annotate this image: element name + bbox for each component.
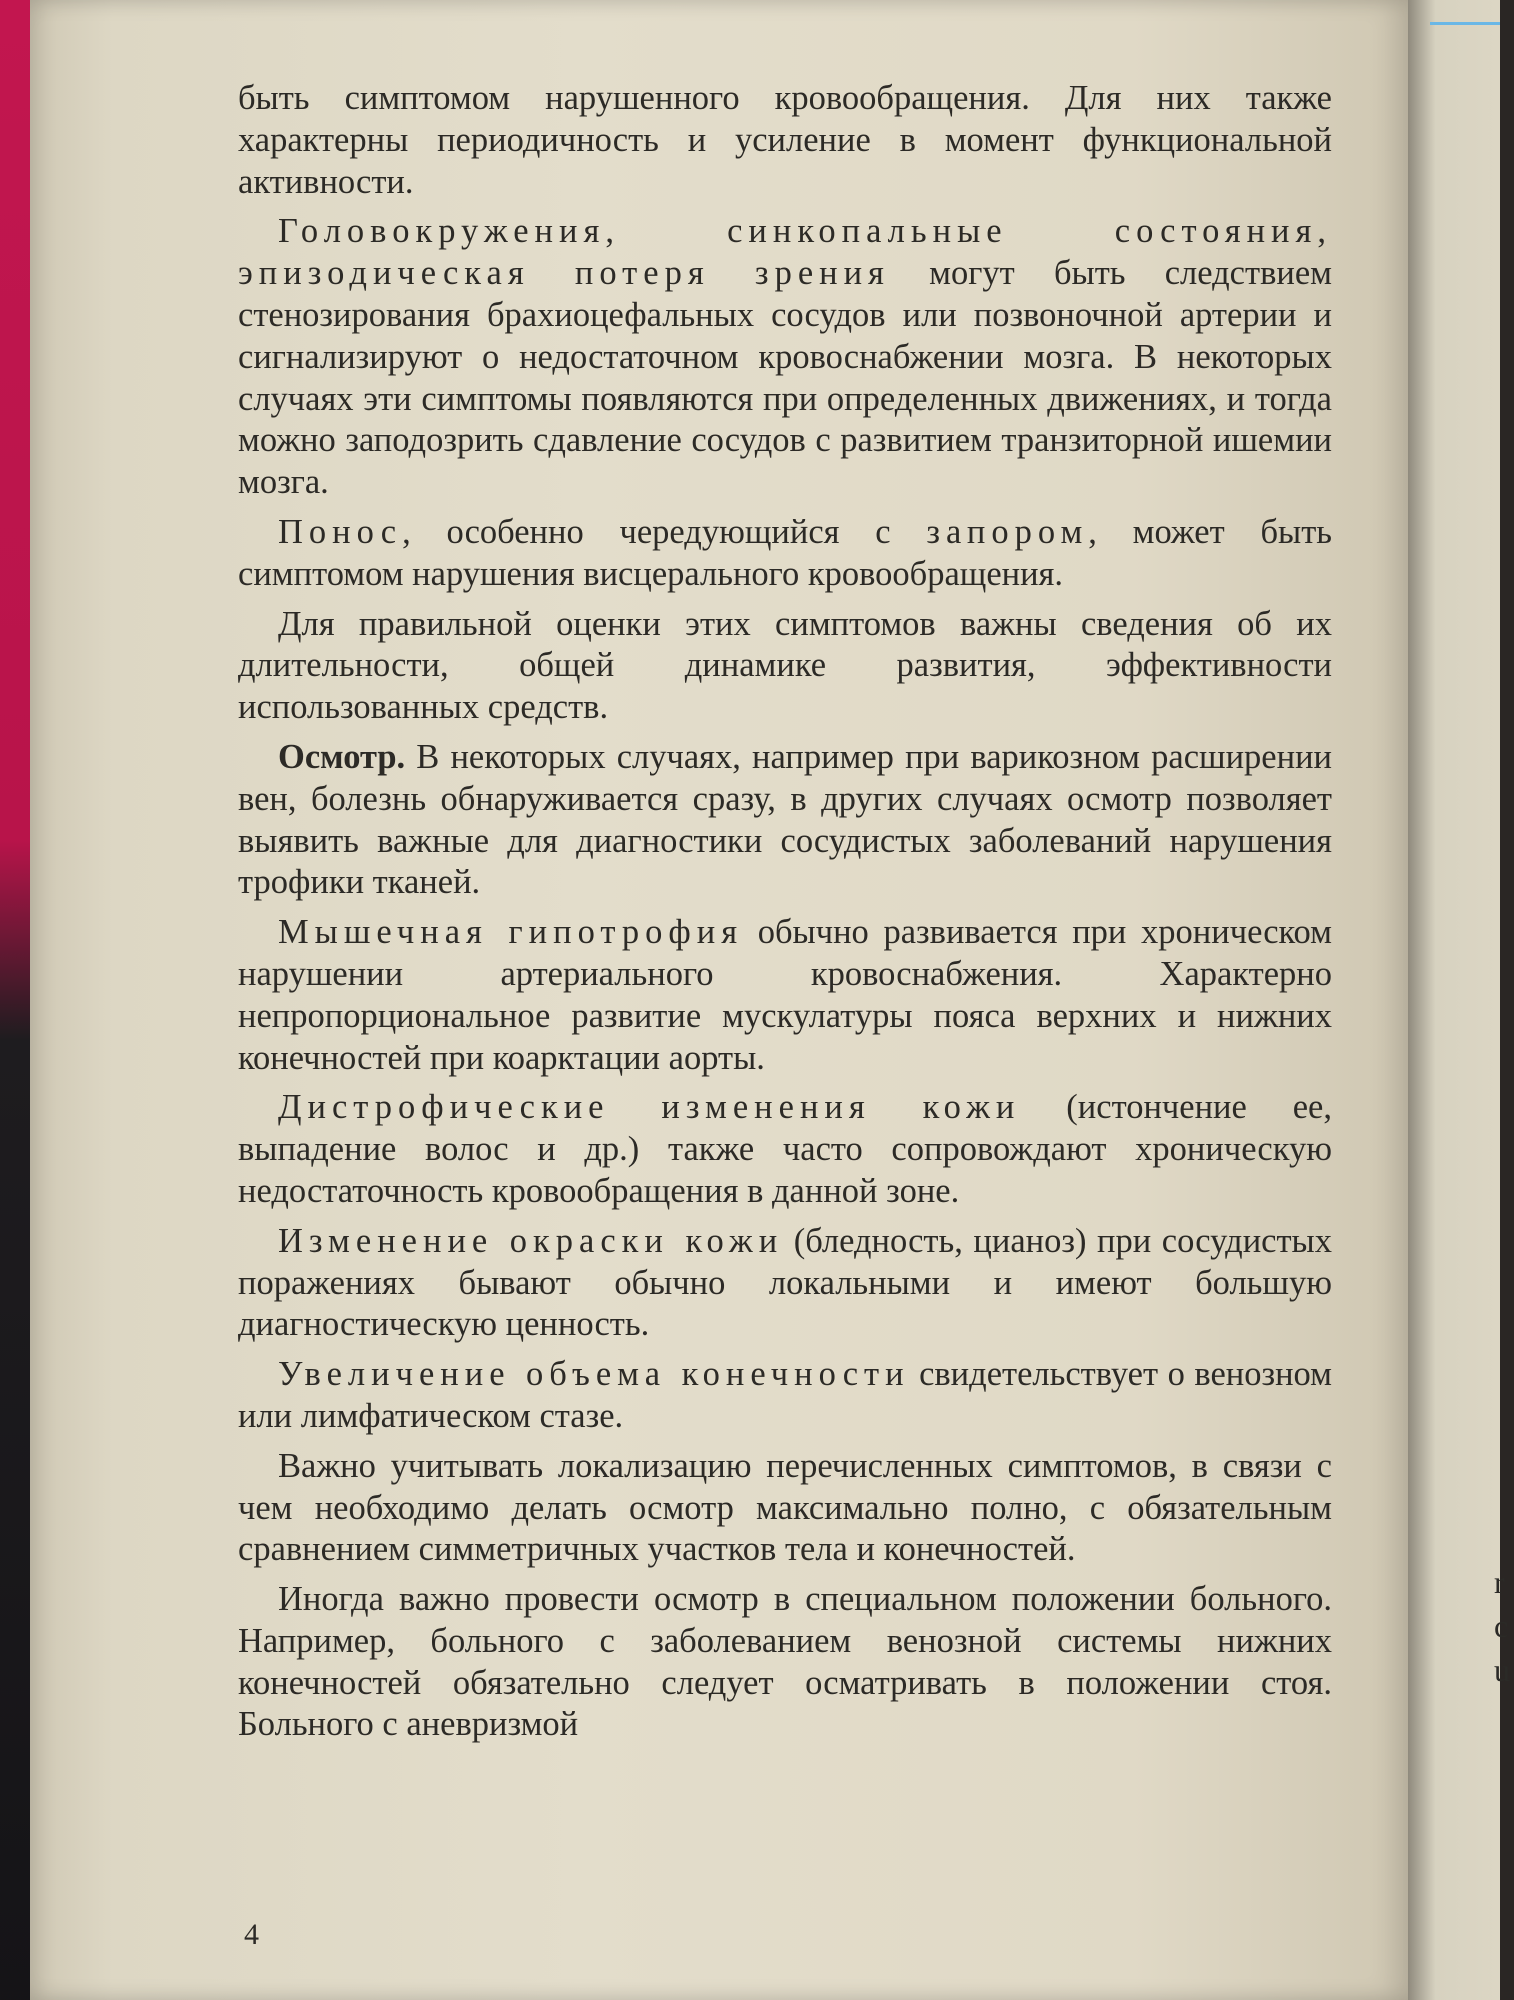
- paragraph-skin-color: Изменение окраски кожи (бледность, цианоз) при сосудистых поражениях бывают обычно локальными и имеют большую диагностическую ценность.: [238, 1221, 1332, 1344]
- book-cover-edge: [0, 0, 34, 2000]
- spaced-term: Понос: [278, 512, 403, 551]
- paragraph-localization: Важно учитывать локализацию перечисленных симптомов, в связи с чем необходимо делать осмотр максимально полно, с обязательным сравнением симметричных участков тела и конечностей.: [238, 1446, 1332, 1569]
- page-text: [238, 78, 1332, 1754]
- lead-paragraph: быть симптомом нарушенного кровообращения. Для них также характерны периодичность и усиление в момент функциональной активности.: [238, 79, 1332, 201]
- adjacent-page-text: r c u: [1494, 1564, 1510, 1688]
- paragraph-diarrhea: Понос, особенно чередующийся с запором, может быть симптомом нарушения висцерального кровообращения.: [238, 512, 1333, 593]
- paragraph-position: Иногда важно провести осмотр в специальном положении больного. Например, больного с заболеванием венозной системы нижних конечностей обязательно следует осматривать в положении стоя. Больного с аневризмой: [238, 1580, 1332, 1744]
- spaced-term: Дистрофические изменения кожи: [278, 1088, 1021, 1127]
- paragraph-skin-dystrophy: Дистрофические изменения кожи (истончение ее, выпадение волос и др.) также часто сопровождают хроническую недостаточность кровообращения в данной зоне.: [238, 1088, 1332, 1210]
- spaced-term: запором: [926, 512, 1089, 551]
- spaced-term: Мышечная гипотрофия: [278, 913, 744, 952]
- page-number: 4: [244, 1918, 259, 1951]
- adjacent-page: [1408, 0, 1510, 2000]
- paragraph-examination: Осмотр. В некоторых случаях, например при варикозном расширении вен, болезнь обнаруживается сразу, в других случаях осмотр позволяет выявить важные для диагностики сосудистых заболеваний нарушения трофики тканей.: [238, 737, 1332, 902]
- paragraph-assessment: Для правильной оценки этих симптомов важны сведения об их длительности, общей динамике развития, эффективности использованных средств.: [238, 604, 1332, 727]
- section-heading: Осмотр.: [278, 737, 406, 776]
- paragraph-muscle: Мышечная гипотрофия обычно развивается при хроническом нарушении артериального кровоснабжения. Характерно непропорциональное развитие мускулатуры пояса верхних и нижних конечностей при коарктации аорты.: [238, 913, 1332, 1077]
- blue-tab-edge: [1430, 0, 1500, 25]
- spaced-term: Увеличение объема конечности: [278, 1355, 910, 1394]
- paragraph-dizziness: Головокружения, синкопальные состояния, эпизодическая потеря зрения могут быть следствием стенозирования брахиоцефальных сосудов или позвоночной артерии и сигнализируют о недостаточном кровоснабжении мозга. В некоторых случаях эти симптомы появляются при определенных движениях, и тогда можно заподозрить сдавление сосудов с развитием транзиторной ишемии мозга.: [238, 212, 1332, 502]
- spaced-term: Изменение окраски кожи: [278, 1221, 784, 1260]
- spaced-term: Головокружения, синкопальные состояния, эпизодическая потеря зрения: [238, 212, 1332, 293]
- paragraph-limb-volume: Увеличение объема конечности свидетельствует о венозном или лимфатическом стазе.: [238, 1355, 1332, 1435]
